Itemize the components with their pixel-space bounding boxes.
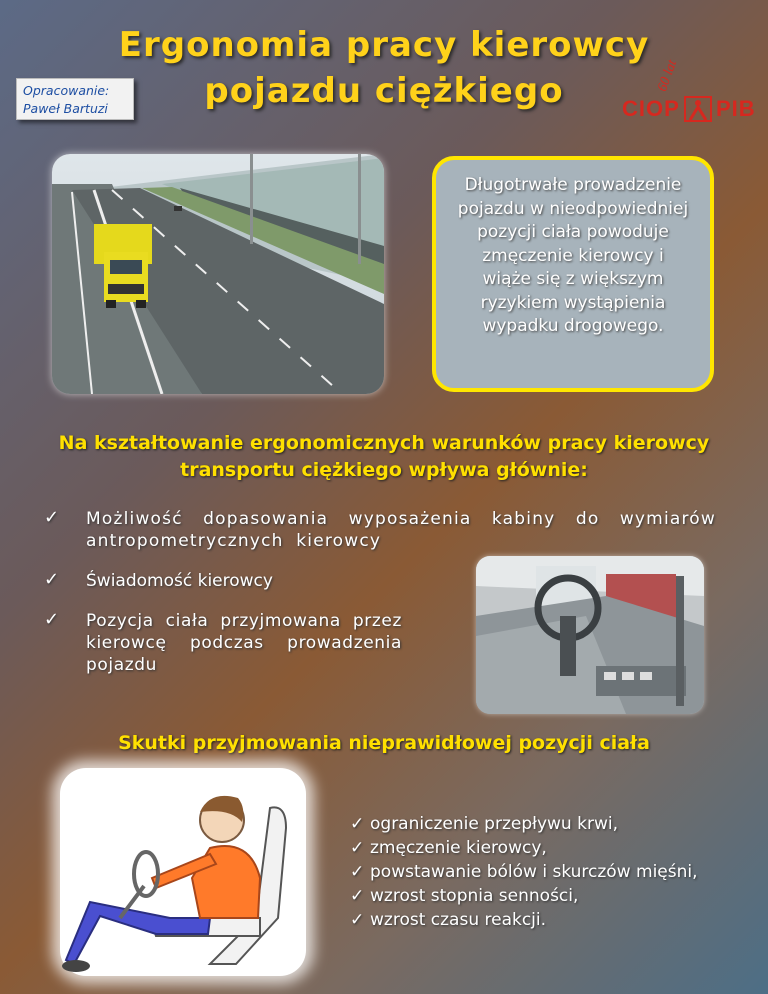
highway-truck-photo: [52, 154, 384, 394]
checkmark-icon: ✓: [350, 886, 365, 906]
effect-text: wzrost czasu reakcji.: [370, 910, 547, 930]
factor-text: Pozycja ciała przyjmowana przez kierowcę podczas prowadzenia pojazdu: [86, 611, 402, 675]
ciop-pib-logo: [622, 58, 758, 140]
list-item: [44, 508, 716, 552]
effects-list: [350, 812, 698, 932]
page-title: Ergonomia pracy kierowcy pojazdu ciężkiego: [118, 25, 650, 111]
list-item: [350, 884, 698, 908]
list-item: [350, 908, 698, 932]
checkmark-icon: ✓: [350, 910, 365, 930]
checkmark-icon: ✓: [350, 814, 365, 834]
checkmark-icon: ✓: [44, 507, 61, 528]
truck-cab-photo: [476, 556, 704, 714]
author-name: Paweł Bartuzi: [23, 101, 108, 116]
factor-text: Możliwość dopasowania wyposażenia kabiny do wymiarów antropometrycznych kierowcy: [86, 509, 716, 551]
list-item: [350, 812, 698, 836]
factors-heading: Na kształtowanie ergonomicznych warunków pracy kierowcy transportu ciężkiego wpływa głównie:: [58, 432, 710, 481]
checkmark-icon: ✓: [44, 569, 60, 590]
logo-anniversary: 60 lat: [655, 58, 681, 94]
checkmark-icon: ✓: [350, 838, 365, 858]
author-box: [16, 78, 134, 120]
effect-text: powstawanie bólów i skurczów mięśni,: [370, 862, 698, 882]
quote-box: Długotrwałe prowadzenie pojazdu w nieodpowiedniej pozycji ciała powoduje zmęczenie kierowcy i wiąże się z większym ryzykiem wystąpienia wypadku drogowego.: [432, 156, 714, 392]
factor-text: Świadomość kierowcy: [86, 571, 273, 591]
logo-pib-text: PIB: [716, 96, 756, 121]
logo-ciop-text: CIOP: [622, 96, 680, 121]
list-item: [350, 836, 698, 860]
author-label: Opracowanie:: [23, 83, 110, 98]
list-item: [350, 860, 698, 884]
effects-heading: Skutki przyjmowania nieprawidłowej pozycji ciała: [118, 732, 650, 754]
logo-figure-icon: [684, 96, 712, 122]
effect-text: wzrost stopnia senności,: [370, 886, 579, 906]
list-item: [44, 610, 402, 676]
checkmark-icon: ✓: [350, 862, 365, 882]
checkmark-icon: ✓: [44, 609, 60, 630]
effect-text: ograniczenie przepływu krwi,: [370, 814, 618, 834]
effect-text: zmęczenie kierowcy,: [370, 838, 547, 858]
driver-posture-illustration: [60, 768, 306, 976]
